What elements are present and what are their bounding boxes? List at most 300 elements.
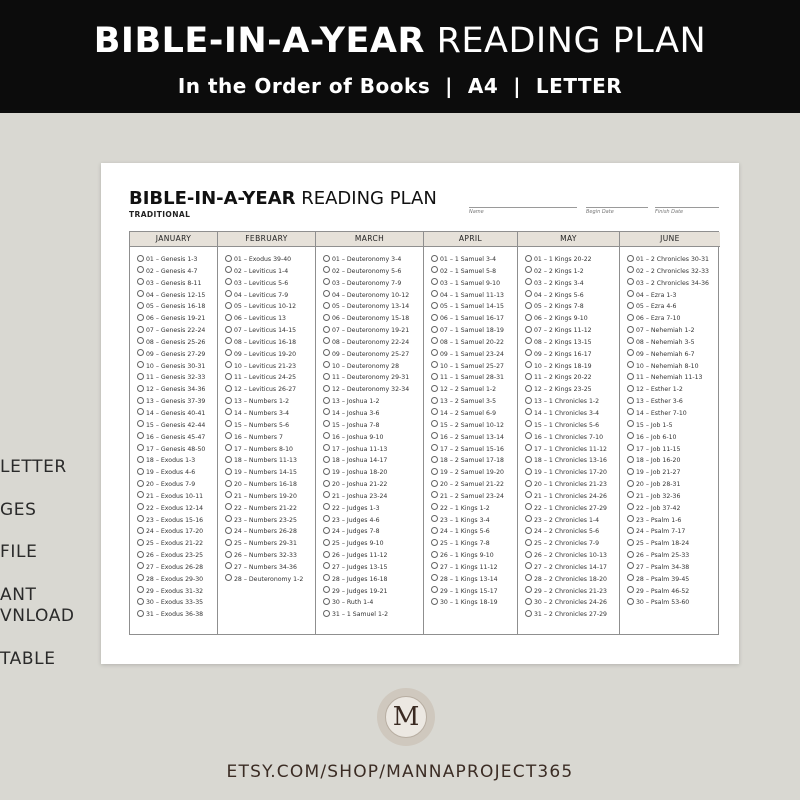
reading-day-row[interactable] [431, 313, 517, 325]
checkbox-circle-icon[interactable] [323, 480, 330, 487]
checkbox-circle-icon[interactable] [627, 337, 634, 344]
reading-day-row[interactable] [525, 562, 619, 574]
reading-day-row[interactable] [627, 396, 720, 408]
checkbox-circle-icon[interactable] [137, 290, 144, 297]
reading-day-row[interactable] [431, 372, 517, 384]
checkbox-circle-icon[interactable] [627, 266, 634, 273]
reading-day-row[interactable] [431, 526, 517, 538]
checkbox-circle-icon[interactable] [225, 361, 232, 368]
checkbox-circle-icon[interactable] [525, 503, 532, 510]
reading-day-row[interactable] [525, 384, 619, 396]
checkbox-circle-icon[interactable] [525, 480, 532, 487]
checkbox-circle-icon[interactable] [323, 302, 330, 309]
checkbox-circle-icon[interactable] [431, 574, 438, 581]
reading-day-row[interactable] [431, 574, 517, 586]
checkbox-circle-icon[interactable] [431, 349, 438, 356]
checkbox-circle-icon[interactable] [627, 385, 634, 392]
reading-day-row[interactable] [137, 396, 217, 408]
checkbox-circle-icon[interactable] [323, 408, 330, 415]
checkbox-circle-icon[interactable] [225, 408, 232, 415]
reading-day-row[interactable] [137, 586, 217, 598]
checkbox-circle-icon[interactable] [323, 598, 330, 605]
reading-day-row[interactable] [525, 515, 619, 527]
checkbox-circle-icon[interactable] [225, 562, 232, 569]
reading-day-row[interactable] [225, 515, 315, 527]
reading-day-row[interactable] [431, 408, 517, 420]
reading-day-row[interactable] [627, 278, 720, 290]
checkbox-circle-icon[interactable] [137, 361, 144, 368]
checkbox-circle-icon[interactable] [525, 491, 532, 498]
reading-day-row[interactable] [627, 597, 720, 609]
checkbox-circle-icon[interactable] [137, 397, 144, 404]
reading-day-row[interactable] [225, 384, 315, 396]
reading-day-row[interactable] [225, 349, 315, 361]
checkbox-circle-icon[interactable] [137, 420, 144, 427]
reading-day-row[interactable] [525, 444, 619, 456]
reading-day-row[interactable] [323, 325, 423, 337]
checkbox-circle-icon[interactable] [137, 314, 144, 321]
reading-day-row[interactable] [225, 361, 315, 373]
checkbox-circle-icon[interactable] [137, 326, 144, 333]
checkbox-circle-icon[interactable] [225, 385, 232, 392]
reading-day-row[interactable] [431, 479, 517, 491]
reading-day-row[interactable] [323, 278, 423, 290]
reading-day-row[interactable] [323, 503, 423, 515]
checkbox-circle-icon[interactable] [225, 444, 232, 451]
checkbox-circle-icon[interactable] [137, 349, 144, 356]
reading-day-row[interactable] [431, 455, 517, 467]
checkbox-circle-icon[interactable] [323, 373, 330, 380]
checkbox-circle-icon[interactable] [431, 420, 438, 427]
checkbox-circle-icon[interactable] [323, 562, 330, 569]
checkbox-circle-icon[interactable] [431, 373, 438, 380]
checkbox-circle-icon[interactable] [137, 515, 144, 522]
checkbox-circle-icon[interactable] [431, 503, 438, 510]
checkbox-circle-icon[interactable] [137, 491, 144, 498]
checkbox-circle-icon[interactable] [525, 337, 532, 344]
checkbox-circle-icon[interactable] [225, 278, 232, 285]
checkbox-circle-icon[interactable] [525, 385, 532, 392]
reading-day-row[interactable] [137, 361, 217, 373]
checkbox-circle-icon[interactable] [525, 420, 532, 427]
checkbox-circle-icon[interactable] [137, 337, 144, 344]
checkbox-circle-icon[interactable] [525, 468, 532, 475]
checkbox-circle-icon[interactable] [525, 349, 532, 356]
checkbox-circle-icon[interactable] [431, 598, 438, 605]
reading-day-row[interactable] [431, 337, 517, 349]
checkbox-circle-icon[interactable] [323, 551, 330, 558]
checkbox-circle-icon[interactable] [431, 385, 438, 392]
reading-day-row[interactable] [525, 479, 619, 491]
reading-day-row[interactable] [525, 526, 619, 538]
reading-day-row[interactable] [225, 420, 315, 432]
checkbox-circle-icon[interactable] [137, 598, 144, 605]
reading-day-row[interactable] [431, 515, 517, 527]
checkbox-circle-icon[interactable] [323, 456, 330, 463]
reading-day-row[interactable] [525, 455, 619, 467]
checkbox-circle-icon[interactable] [525, 444, 532, 451]
reading-day-row[interactable] [137, 609, 217, 621]
checkbox-circle-icon[interactable] [627, 255, 634, 262]
checkbox-circle-icon[interactable] [627, 491, 634, 498]
checkbox-circle-icon[interactable] [323, 314, 330, 321]
checkbox-circle-icon[interactable] [627, 290, 634, 297]
reading-day-row[interactable] [137, 455, 217, 467]
reading-day-row[interactable] [431, 266, 517, 278]
reading-day-row[interactable] [525, 432, 619, 444]
reading-day-row[interactable] [137, 526, 217, 538]
reading-day-row[interactable] [137, 337, 217, 349]
reading-day-row[interactable] [323, 384, 423, 396]
reading-day-row[interactable] [525, 597, 619, 609]
checkbox-circle-icon[interactable] [627, 503, 634, 510]
checkbox-circle-icon[interactable] [627, 586, 634, 593]
reading-day-row[interactable] [525, 609, 619, 621]
checkbox-circle-icon[interactable] [627, 278, 634, 285]
reading-day-row[interactable] [525, 301, 619, 313]
checkbox-circle-icon[interactable] [323, 468, 330, 475]
checkbox-circle-icon[interactable] [627, 408, 634, 415]
checkbox-circle-icon[interactable] [137, 539, 144, 546]
checkbox-circle-icon[interactable] [525, 314, 532, 321]
reading-day-row[interactable] [225, 278, 315, 290]
reading-day-row[interactable] [431, 384, 517, 396]
reading-day-row[interactable] [323, 313, 423, 325]
checkbox-circle-icon[interactable] [323, 491, 330, 498]
reading-day-row[interactable] [137, 420, 217, 432]
checkbox-circle-icon[interactable] [225, 337, 232, 344]
checkbox-circle-icon[interactable] [627, 349, 634, 356]
checkbox-circle-icon[interactable] [525, 539, 532, 546]
checkbox-circle-icon[interactable] [137, 468, 144, 475]
reading-day-row[interactable] [137, 372, 217, 384]
reading-day-row[interactable] [323, 550, 423, 562]
reading-day-row[interactable] [627, 444, 720, 456]
checkbox-circle-icon[interactable] [525, 326, 532, 333]
reading-day-row[interactable] [323, 479, 423, 491]
checkbox-circle-icon[interactable] [323, 349, 330, 356]
checkbox-circle-icon[interactable] [225, 515, 232, 522]
checkbox-circle-icon[interactable] [225, 503, 232, 510]
reading-day-row[interactable] [525, 349, 619, 361]
reading-day-row[interactable] [431, 538, 517, 550]
reading-day-row[interactable] [431, 444, 517, 456]
checkbox-circle-icon[interactable] [137, 480, 144, 487]
reading-day-row[interactable] [525, 254, 619, 266]
checkbox-circle-icon[interactable] [137, 266, 144, 273]
reading-day-row[interactable] [137, 444, 217, 456]
reading-day-row[interactable] [137, 301, 217, 313]
reading-day-row[interactable] [627, 479, 720, 491]
checkbox-circle-icon[interactable] [431, 456, 438, 463]
checkbox-circle-icon[interactable] [525, 527, 532, 534]
reading-day-row[interactable] [323, 396, 423, 408]
reading-day-row[interactable] [137, 432, 217, 444]
checkbox-circle-icon[interactable] [525, 397, 532, 404]
checkbox-circle-icon[interactable] [525, 373, 532, 380]
reading-day-row[interactable] [323, 408, 423, 420]
checkbox-circle-icon[interactable] [431, 314, 438, 321]
reading-day-row[interactable] [323, 432, 423, 444]
checkbox-circle-icon[interactable] [225, 302, 232, 309]
checkbox-circle-icon[interactable] [137, 586, 144, 593]
checkbox-circle-icon[interactable] [627, 562, 634, 569]
checkbox-circle-icon[interactable] [627, 527, 634, 534]
reading-day-row[interactable] [225, 290, 315, 302]
reading-day-row[interactable] [225, 467, 315, 479]
checkbox-circle-icon[interactable] [525, 551, 532, 558]
reading-day-row[interactable] [431, 361, 517, 373]
reading-day-row[interactable] [137, 574, 217, 586]
shop-url[interactable]: ETSY.COM/SHOP/MANNAPROJECT365 [226, 762, 574, 782]
reading-day-row[interactable] [431, 491, 517, 503]
checkbox-circle-icon[interactable] [225, 456, 232, 463]
reading-day-row[interactable] [137, 266, 217, 278]
reading-day-row[interactable] [225, 526, 315, 538]
checkbox-circle-icon[interactable] [323, 420, 330, 427]
reading-day-row[interactable] [431, 278, 517, 290]
checkbox-circle-icon[interactable] [525, 278, 532, 285]
checkbox-circle-icon[interactable] [627, 598, 634, 605]
checkbox-circle-icon[interactable] [225, 314, 232, 321]
checkbox-circle-icon[interactable] [627, 539, 634, 546]
checkbox-circle-icon[interactable] [137, 278, 144, 285]
reading-day-row[interactable] [137, 538, 217, 550]
reading-day-row[interactable] [323, 574, 423, 586]
reading-day-row[interactable] [525, 313, 619, 325]
reading-day-row[interactable] [431, 325, 517, 337]
checkbox-circle-icon[interactable] [323, 397, 330, 404]
checkbox-circle-icon[interactable] [627, 302, 634, 309]
reading-day-row[interactable] [137, 313, 217, 325]
checkbox-circle-icon[interactable] [431, 266, 438, 273]
checkbox-circle-icon[interactable] [431, 515, 438, 522]
checkbox-circle-icon[interactable] [225, 326, 232, 333]
checkbox-circle-icon[interactable] [525, 290, 532, 297]
reading-day-row[interactable] [323, 455, 423, 467]
reading-day-row[interactable] [225, 266, 315, 278]
reading-day-row[interactable] [137, 562, 217, 574]
reading-day-row[interactable] [525, 467, 619, 479]
reading-day-row[interactable] [627, 408, 720, 420]
reading-day-row[interactable] [225, 254, 315, 266]
checkbox-circle-icon[interactable] [225, 527, 232, 534]
reading-day-row[interactable] [225, 432, 315, 444]
checkbox-circle-icon[interactable] [431, 432, 438, 439]
reading-day-row[interactable] [627, 432, 720, 444]
checkbox-circle-icon[interactable] [627, 551, 634, 558]
reading-day-row[interactable] [627, 574, 720, 586]
checkbox-circle-icon[interactable] [323, 515, 330, 522]
reading-day-row[interactable] [627, 515, 720, 527]
reading-day-row[interactable] [137, 278, 217, 290]
checkbox-circle-icon[interactable] [431, 468, 438, 475]
reading-day-row[interactable] [137, 254, 217, 266]
reading-day-row[interactable] [323, 254, 423, 266]
checkbox-circle-icon[interactable] [137, 302, 144, 309]
checkbox-circle-icon[interactable] [627, 361, 634, 368]
reading-day-row[interactable] [627, 290, 720, 302]
checkbox-circle-icon[interactable] [627, 574, 634, 581]
checkbox-circle-icon[interactable] [627, 456, 634, 463]
reading-day-row[interactable] [627, 361, 720, 373]
reading-day-row[interactable] [627, 325, 720, 337]
checkbox-circle-icon[interactable] [627, 515, 634, 522]
checkbox-circle-icon[interactable] [225, 468, 232, 475]
checkbox-circle-icon[interactable] [431, 290, 438, 297]
checkbox-circle-icon[interactable] [431, 255, 438, 262]
reading-day-row[interactable] [225, 444, 315, 456]
checkbox-circle-icon[interactable] [225, 397, 232, 404]
reading-day-row[interactable] [525, 361, 619, 373]
checkbox-circle-icon[interactable] [225, 266, 232, 273]
reading-day-row[interactable] [525, 337, 619, 349]
reading-day-row[interactable] [431, 597, 517, 609]
reading-day-row[interactable] [525, 372, 619, 384]
reading-day-row[interactable] [225, 574, 315, 586]
reading-day-row[interactable] [431, 420, 517, 432]
checkbox-circle-icon[interactable] [627, 480, 634, 487]
checkbox-circle-icon[interactable] [431, 491, 438, 498]
reading-day-row[interactable] [525, 503, 619, 515]
reading-day-row[interactable] [431, 467, 517, 479]
reading-day-row[interactable] [225, 538, 315, 550]
checkbox-circle-icon[interactable] [431, 361, 438, 368]
checkbox-circle-icon[interactable] [323, 326, 330, 333]
reading-day-row[interactable] [525, 574, 619, 586]
checkbox-circle-icon[interactable] [431, 551, 438, 558]
reading-day-row[interactable] [627, 372, 720, 384]
reading-day-row[interactable] [137, 349, 217, 361]
checkbox-circle-icon[interactable] [525, 408, 532, 415]
reading-day-row[interactable] [137, 325, 217, 337]
reading-day-row[interactable] [137, 384, 217, 396]
checkbox-circle-icon[interactable] [137, 444, 144, 451]
reading-day-row[interactable] [627, 550, 720, 562]
checkbox-circle-icon[interactable] [525, 598, 532, 605]
reading-day-row[interactable] [225, 372, 315, 384]
checkbox-circle-icon[interactable] [323, 361, 330, 368]
reading-day-row[interactable] [137, 467, 217, 479]
reading-day-row[interactable] [225, 550, 315, 562]
reading-day-row[interactable] [323, 266, 423, 278]
checkbox-circle-icon[interactable] [525, 361, 532, 368]
reading-day-row[interactable] [323, 444, 423, 456]
checkbox-circle-icon[interactable] [323, 503, 330, 510]
checkbox-circle-icon[interactable] [225, 574, 232, 581]
reading-day-row[interactable] [323, 361, 423, 373]
checkbox-circle-icon[interactable] [225, 255, 232, 262]
checkbox-circle-icon[interactable] [525, 586, 532, 593]
reading-day-row[interactable] [323, 538, 423, 550]
checkbox-circle-icon[interactable] [323, 266, 330, 273]
reading-day-row[interactable] [225, 313, 315, 325]
reading-day-row[interactable] [137, 408, 217, 420]
begin-date-field[interactable]: Begin Date [586, 207, 648, 219]
reading-day-row[interactable] [323, 372, 423, 384]
reading-day-row[interactable] [627, 349, 720, 361]
reading-day-row[interactable] [323, 290, 423, 302]
reading-day-row[interactable] [525, 396, 619, 408]
checkbox-circle-icon[interactable] [225, 480, 232, 487]
checkbox-circle-icon[interactable] [137, 456, 144, 463]
reading-day-row[interactable] [431, 586, 517, 598]
checkbox-circle-icon[interactable] [323, 432, 330, 439]
checkbox-circle-icon[interactable] [323, 290, 330, 297]
checkbox-circle-icon[interactable] [137, 527, 144, 534]
reading-day-row[interactable] [323, 349, 423, 361]
checkbox-circle-icon[interactable] [627, 373, 634, 380]
reading-day-row[interactable] [525, 538, 619, 550]
checkbox-circle-icon[interactable] [137, 503, 144, 510]
checkbox-circle-icon[interactable] [431, 562, 438, 569]
checkbox-circle-icon[interactable] [137, 551, 144, 558]
reading-day-row[interactable] [137, 479, 217, 491]
checkbox-circle-icon[interactable] [627, 432, 634, 439]
reading-day-row[interactable] [525, 408, 619, 420]
reading-day-row[interactable] [225, 503, 315, 515]
reading-day-row[interactable] [627, 337, 720, 349]
reading-day-row[interactable] [137, 503, 217, 515]
checkbox-circle-icon[interactable] [225, 539, 232, 546]
checkbox-circle-icon[interactable] [525, 266, 532, 273]
checkbox-circle-icon[interactable] [137, 610, 144, 617]
reading-day-row[interactable] [323, 586, 423, 598]
checkbox-circle-icon[interactable] [137, 408, 144, 415]
reading-day-row[interactable] [431, 254, 517, 266]
reading-day-row[interactable] [431, 432, 517, 444]
reading-day-row[interactable] [627, 301, 720, 313]
reading-day-row[interactable] [137, 515, 217, 527]
checkbox-circle-icon[interactable] [431, 408, 438, 415]
checkbox-circle-icon[interactable] [627, 397, 634, 404]
checkbox-circle-icon[interactable] [627, 444, 634, 451]
reading-day-row[interactable] [627, 313, 720, 325]
reading-day-row[interactable] [137, 491, 217, 503]
checkbox-circle-icon[interactable] [137, 562, 144, 569]
reading-day-row[interactable] [525, 420, 619, 432]
checkbox-circle-icon[interactable] [323, 444, 330, 451]
reading-day-row[interactable] [225, 408, 315, 420]
checkbox-circle-icon[interactable] [323, 574, 330, 581]
reading-day-row[interactable] [525, 491, 619, 503]
reading-day-row[interactable] [323, 420, 423, 432]
checkbox-circle-icon[interactable] [323, 337, 330, 344]
checkbox-circle-icon[interactable] [225, 420, 232, 427]
checkbox-circle-icon[interactable] [323, 610, 330, 617]
reading-day-row[interactable] [627, 526, 720, 538]
reading-day-row[interactable] [225, 491, 315, 503]
reading-day-row[interactable] [627, 254, 720, 266]
reading-day-row[interactable] [431, 290, 517, 302]
reading-day-row[interactable] [431, 301, 517, 313]
reading-day-row[interactable] [323, 337, 423, 349]
reading-day-row[interactable] [627, 455, 720, 467]
checkbox-circle-icon[interactable] [225, 432, 232, 439]
checkbox-circle-icon[interactable] [137, 574, 144, 581]
reading-day-row[interactable] [431, 396, 517, 408]
reading-day-row[interactable] [627, 538, 720, 550]
reading-day-row[interactable] [225, 301, 315, 313]
checkbox-circle-icon[interactable] [323, 278, 330, 285]
checkbox-circle-icon[interactable] [225, 349, 232, 356]
reading-day-row[interactable] [431, 562, 517, 574]
reading-day-row[interactable] [627, 384, 720, 396]
checkbox-circle-icon[interactable] [431, 337, 438, 344]
checkbox-circle-icon[interactable] [137, 432, 144, 439]
reading-day-row[interactable] [431, 349, 517, 361]
checkbox-circle-icon[interactable] [627, 326, 634, 333]
